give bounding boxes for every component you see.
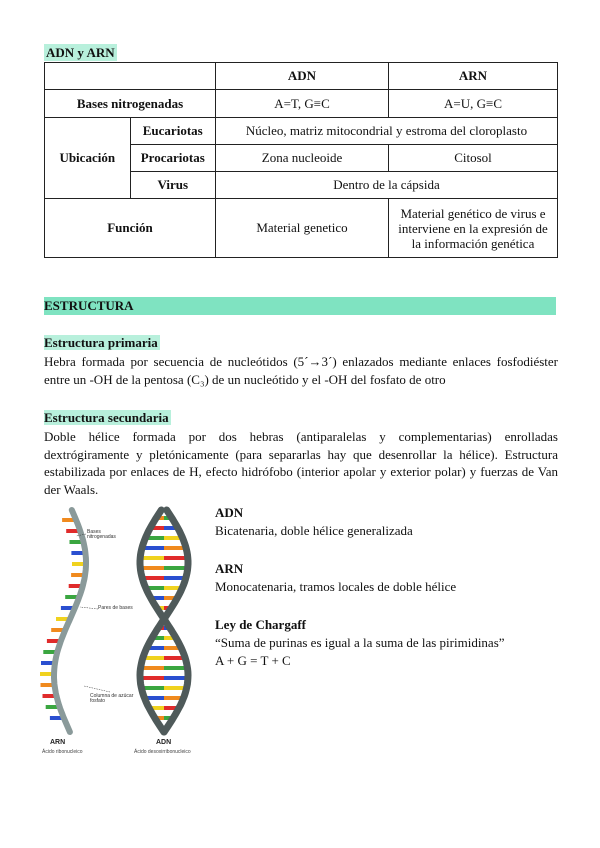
cell-bases-arn: A=U, G≡C bbox=[389, 90, 558, 118]
side-heading-adn: ADN bbox=[215, 505, 244, 520]
side-heading-chargaff: Ley de Chargaff bbox=[215, 617, 306, 632]
col-header-arn: ARN bbox=[389, 63, 558, 90]
side-text-chargaff-equation: A + G = T + C bbox=[215, 653, 291, 668]
figure-arn-sub: Ácido ribonucleico bbox=[42, 749, 83, 755]
cell-procariotas-adn: Zona nucleoide bbox=[216, 145, 389, 172]
cell-eucariotas: Núcleo, matriz mitocondrial y estroma del cloroplasto bbox=[216, 118, 558, 145]
subheading-secundaria-text: Estructura secundaria bbox=[44, 410, 169, 425]
section-title-estructura: ESTRUCTURA bbox=[44, 297, 556, 315]
section-title-adn-arn: ADN y ARN bbox=[46, 45, 115, 60]
side-text-chargaff-quote: “Suma de purinas es igual a la suma de las pirimidinas” bbox=[215, 635, 505, 650]
figure-label-pairs: Pares de bases bbox=[98, 605, 133, 611]
cell-funcion-adn: Material genetico bbox=[216, 199, 389, 258]
side-text-adn: Bicatenaria, doble hélice generalizada bbox=[215, 523, 413, 538]
table-row-eucariotas bbox=[45, 118, 558, 145]
figure-pointer-line bbox=[84, 686, 110, 692]
row-label-virus: Virus bbox=[130, 172, 216, 199]
table-row-bases bbox=[45, 90, 558, 118]
subheading-primaria bbox=[44, 334, 160, 351]
comparison-table bbox=[44, 62, 558, 258]
figure-label-backbone: Columna de azúcar fosfato bbox=[90, 693, 134, 704]
figure-adn-label: ADN bbox=[156, 739, 172, 746]
row-label-ubicacion: Ubicación bbox=[45, 118, 131, 199]
paragraph-primaria: Hebra formada por secuencia de nucleótidos (5´→3´) enlazados mediante enlaces fosfodiéster entre un -OH de la pentosa (C₃) de un nucleótido y el -OH del fosfato de otro bbox=[44, 354, 558, 387]
col-header-adn: ADN bbox=[216, 63, 389, 90]
table-corner-cell bbox=[45, 63, 216, 90]
row-label-funcion: Función bbox=[45, 199, 216, 258]
helix-illustration bbox=[40, 506, 212, 758]
row-label-procariotas: Procariotas bbox=[130, 145, 216, 172]
figure-arn-label: ARN bbox=[50, 739, 66, 746]
row-label-eucariotas: Eucariotas bbox=[130, 118, 216, 145]
side-text-arn: Monocatenaria, tramos locales de doble hélice bbox=[215, 579, 457, 594]
cell-virus: Dentro de la cápsida bbox=[216, 172, 558, 199]
subheading-primaria-text: Estructura primaria bbox=[44, 335, 158, 350]
side-heading-arn: ARN bbox=[215, 561, 244, 576]
cell-bases-adn: A=T, G≡C bbox=[216, 90, 389, 118]
figure-pointer-line bbox=[80, 607, 98, 609]
dna-rna-figure bbox=[40, 506, 212, 758]
subheading-secundaria bbox=[44, 409, 171, 426]
figure-adn-sub: Ácido desoxirribonucleico bbox=[134, 749, 191, 755]
row-label-bases: Bases nitrogenadas bbox=[45, 90, 216, 118]
table-header-row bbox=[45, 63, 558, 90]
table-row-funcion bbox=[45, 199, 558, 258]
cell-funcion-arn: Material genético de virus e interviene en la expresión de la información genética bbox=[389, 199, 558, 258]
cell-procariotas-arn: Citosol bbox=[389, 145, 558, 172]
figure-label-bases: Bases nitrogenadas bbox=[87, 529, 116, 540]
paragraph-secundaria: Doble hélice formada por dos hebras (antiparalelas y complementarias) enrolladas dextrógiramente y pletónicamente (para separarlas hay que desenrollar la hélice). Estructura estabilizada por enlaces de H, efecto hidrófobo (interior apolar y exterior polar) y fuerzas de Van der Waals. bbox=[44, 429, 558, 497]
